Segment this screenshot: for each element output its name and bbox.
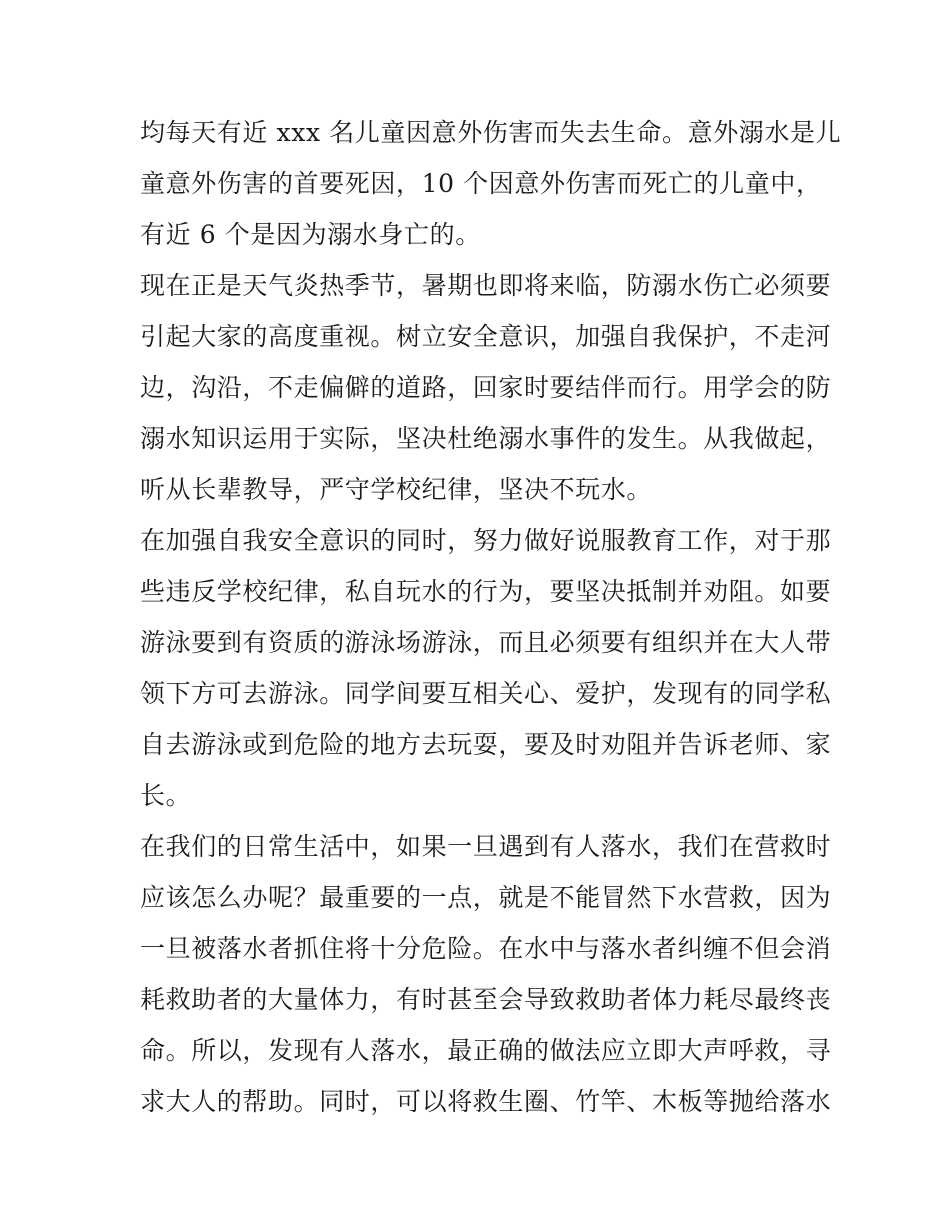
text-line: 边，沟沿，不走偏僻的道路，回家时要结伴而行。用学会的防 [140,373,832,402]
text-line: 应该怎么办呢？最重要的一点，就是不能冒然下水营救，因为 [140,883,832,912]
text-line: 一旦被落水者抓住将十分危险。在水中与落水者纠缠不但会消 [140,934,832,963]
text-line: 在我们的日常生活中，如果一旦遇到有人落水，我们在营救时 [140,832,832,861]
text-line: 引起大家的高度重视。树立安全意识，加强自我保护，不走河 [140,322,832,351]
text-line: 听从长辈教导，严守学校纪律，坚决不玩水。 [140,475,653,504]
text-line: 些违反学校纪律，私自玩水的行为，要坚决抵制并劝阻。如要 [140,577,832,606]
paragraph-2 [140,260,832,515]
document-body [140,107,842,1127]
text-line: 领下方可去游泳。同学间要互相关心、爱护，发现有的同学私 [140,679,832,708]
text-line: 耗救助者的大量体力，有时甚至会导致救助者体力耗尽最终丧 [140,985,832,1014]
paragraph-1 [140,107,842,260]
text-line: 有近 6 个是因为溺水身亡的。 [140,220,481,249]
text-line: 长。 [140,781,192,810]
paragraph-4 [140,821,832,1127]
text-line: 求大人的帮助。同时，可以将救生圈、竹竿、木板等抛给落水 [140,1087,832,1116]
text-line: 命。所以，发现有人落水，最正确的做法应立即大声呼救，寻 [140,1036,832,1065]
text-line: 童意外伤害的首要死因，10 个因意外伤害而死亡的儿童中， [140,169,822,198]
text-line: 均每天有近 xxx 名儿童因意外伤害而失去生命。意外溺水是儿 [140,118,842,147]
text-line: 自去游泳或到危险的地方去玩耍，要及时劝阻并告诉老师、家 [140,730,832,759]
paragraph-3 [140,515,832,821]
text-line: 在加强自我安全意识的同时，努力做好说服教育工作，对于那 [140,526,832,555]
text-line: 现在正是天气炎热季节，暑期也即将来临，防溺水伤亡必须要 [140,271,832,300]
text-line: 溺水知识运用于实际，坚决杜绝溺水事件的发生。从我做起， [140,424,832,453]
text-line: 游泳要到有资质的游泳场游泳，而且必须要有组织并在大人带 [140,628,832,657]
